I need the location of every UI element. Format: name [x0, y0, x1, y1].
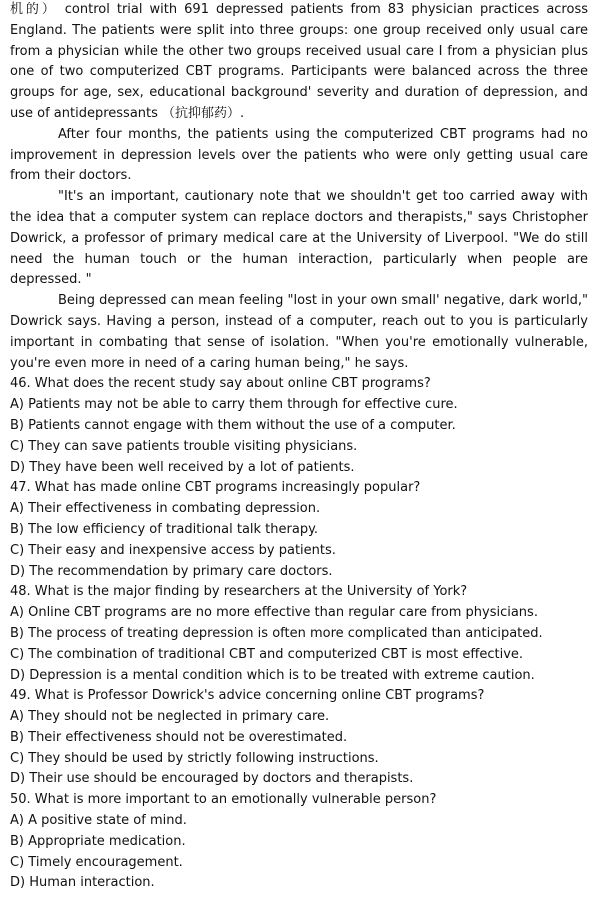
question-stem: 50. What is more important to an emotionally vulnerable person? [10, 792, 437, 808]
question-46 [10, 374, 588, 478]
answer-option-d: D) They have been well received by a lot of patients. [10, 459, 355, 475]
questions-section [10, 374, 588, 894]
answer-option-d: D) The recommendation by primary care doctors. [10, 563, 333, 579]
answer-option-b: B) Their effectiveness should not be overestimated. [10, 729, 348, 745]
answer-option-b: B) The low efficiency of traditional talk therapy. [10, 521, 319, 537]
passage-paragraph-4: Being depressed can mean feeling "lost in your own small' negative, dark world," Dowrick says. Having a person, instead of a computer, reach out to you is particularly important in combating that sense of isolation. "When you're emotionally vulnerable, you're even more in need of a caring human being," he says. [10, 293, 588, 371]
passage-paragraph-3: "It's an important, cautionary note that we shouldn't get too carried away with the idea that a computer system can replace doctors and therapists," says Christopher Dowrick, a professor of primary medical care at the University of Liverpool. "We do still need the human touch or the human interaction, particularly when people are depressed. " [10, 189, 588, 288]
answer-option-d: D) Depression is a mental condition which is to be treated with extreme caution. [10, 667, 535, 683]
answer-option-c: C) The combination of traditional CBT and computerized CBT is most effective. [10, 646, 524, 662]
answer-option-a: A) Patients may not be able to carry them through for effective cure. [10, 397, 458, 413]
question-stem: 48. What is the major finding by researchers at the University of York? [10, 584, 468, 600]
answer-option-b: B) The process of treating depression is often more complicated than anticipated. [10, 625, 543, 641]
answer-option-a: A) Online CBT programs are no more effective than regular care from physicians. [10, 605, 538, 621]
answer-option-a: A) They should not be neglected in primary care. [10, 709, 330, 725]
question-stem: 46. What does the recent study say about online CBT programs? [10, 376, 431, 392]
answer-option-b: B) Appropriate medication. [10, 833, 186, 849]
answer-option-c: C) Their easy and inexpensive access by patients. [10, 542, 336, 558]
answer-option-a: A) A positive state of mind. [10, 813, 187, 829]
question-stem: 49. What is Professor Dowrick's advice concerning online CBT programs? [10, 688, 485, 704]
passage-paragraph-2: After four months, the patients using the computerized CBT programs had no improvement in depression levels over the patients who were only getting usual care from their doctors. [10, 126, 588, 184]
document-page [10, 0, 588, 894]
question-47 [10, 478, 588, 582]
question-49 [10, 686, 588, 790]
answer-option-a: A) Their effectiveness in combating depression. [10, 501, 321, 517]
answer-option-d: D) Human interaction. [10, 875, 155, 891]
passage-paragraph-1: 机的） control trial with 691 depressed patients from 83 physician practices across England. The patients were split into three groups: one group received only usual care from a physician while the other two groups received usual care I from a physician plus one of two computerized CBT programs. Participants were balanced across the three groups for age, sex, educational background' severity and duration of depression, and use of antidepressants （抗抑郁药）. [10, 2, 588, 121]
answer-option-c: C) Timely encouragement. [10, 854, 183, 870]
answer-option-c: C) They should be used by strictly following instructions. [10, 750, 379, 766]
question-50 [10, 790, 588, 894]
reading-passage [10, 0, 588, 374]
answer-option-d: D) Their use should be encouraged by doctors and therapists. [10, 771, 414, 787]
answer-option-b: B) Patients cannot engage with them without the use of a computer. [10, 417, 456, 433]
question-stem: 47. What has made online CBT programs increasingly popular? [10, 480, 421, 496]
answer-option-c: C) They can save patients trouble visiting physicians. [10, 438, 358, 454]
question-48 [10, 582, 588, 686]
